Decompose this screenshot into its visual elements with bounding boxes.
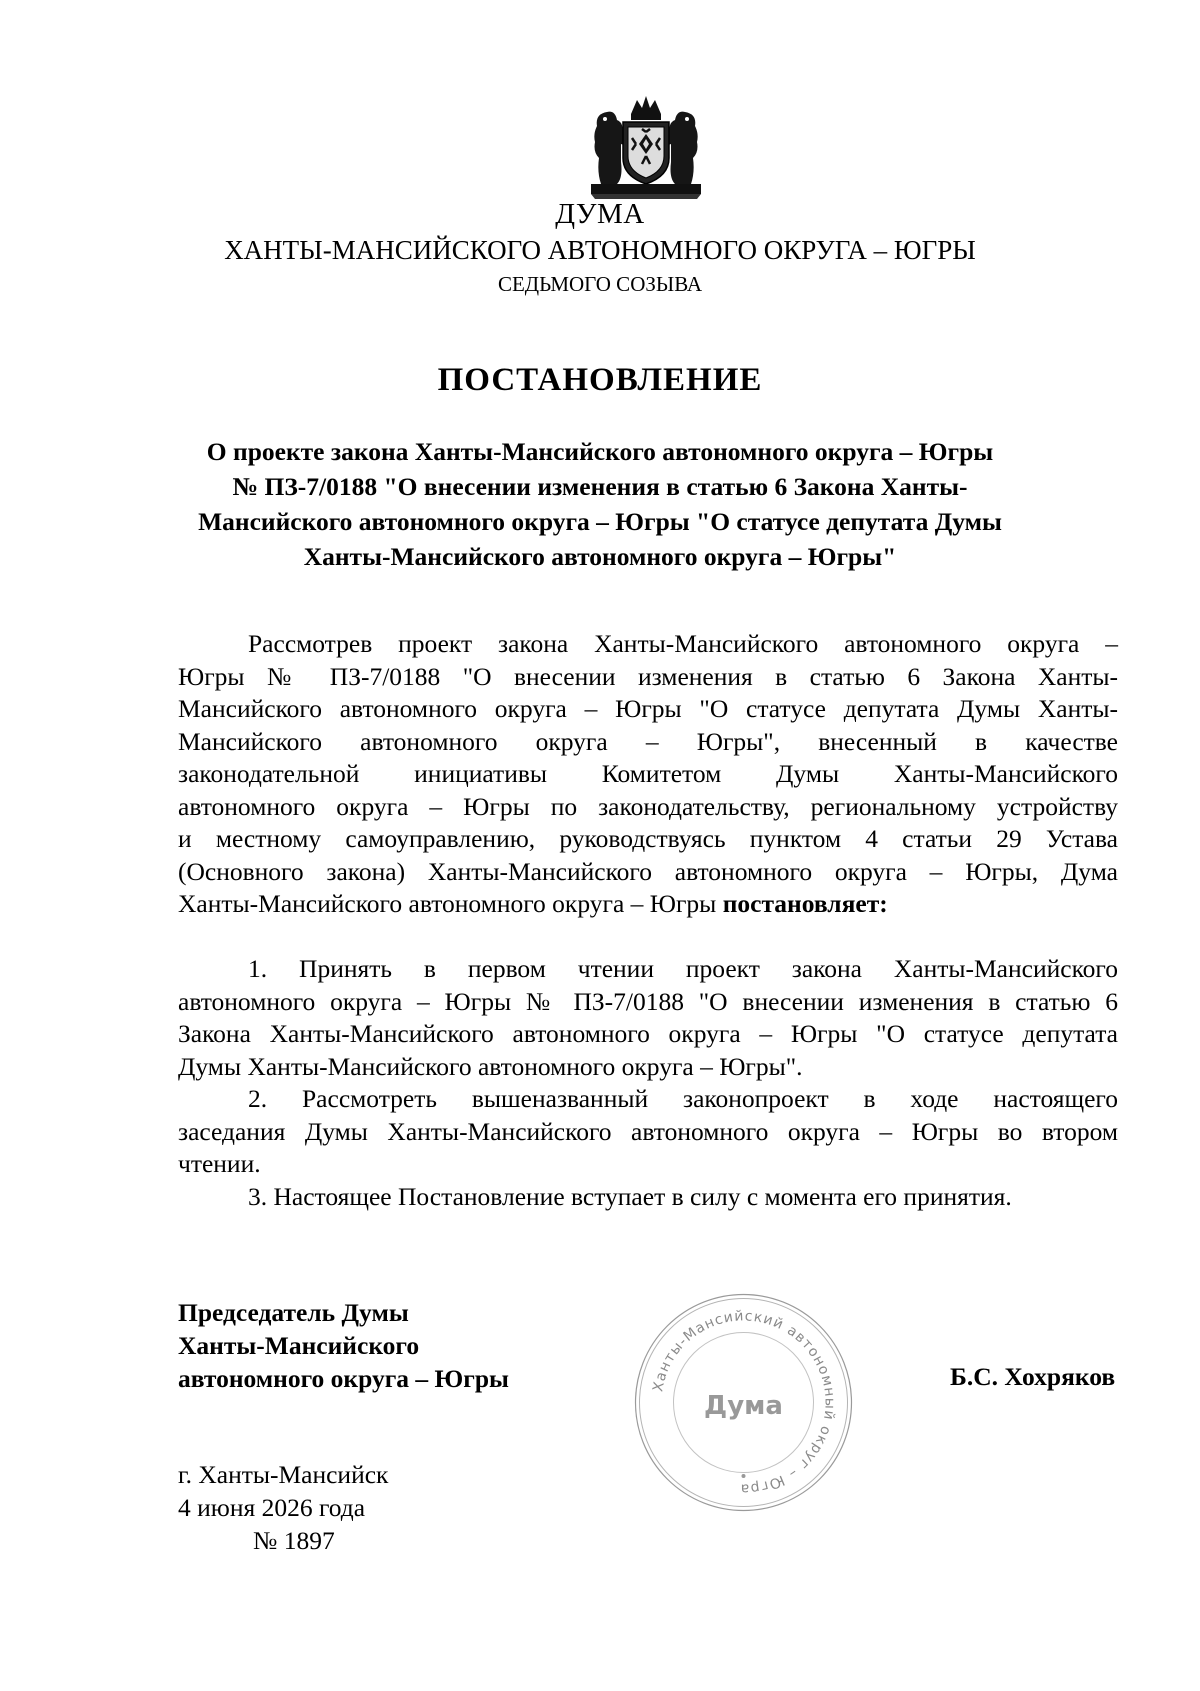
signer-title bbox=[178, 1296, 509, 1395]
resolves-word: постановляет: bbox=[722, 889, 888, 918]
item-3-line: 3. Настоящее Постановление вступает в силу с момента его принятия. bbox=[248, 1181, 1012, 1211]
document-type-title: ПОСТАНОВЛЕНИЕ bbox=[437, 362, 763, 398]
signer-title-line: автономного округа – Югры bbox=[178, 1364, 509, 1393]
preamble-line: Мансийского автономного округа – Югры "О статусе депутата Думы Ханты- bbox=[178, 694, 1118, 723]
official-seal bbox=[631, 1290, 856, 1515]
subject-line: Ханты-Мансийского автономного округа – Югры" bbox=[303, 542, 897, 571]
subject-line: № ПЗ-7/0188 "О внесении изменения в статью 6 Закона Ханты- bbox=[232, 472, 968, 501]
org-convocation: СЕДЬМОГО СОЗЫВА bbox=[497, 272, 703, 296]
signer-title-line: Председатель Думы bbox=[178, 1298, 409, 1327]
preamble-line: Мансийского автономного округа – Югры", внесенный в качестве bbox=[178, 726, 1118, 756]
khmao-coat-of-arms-icon bbox=[587, 92, 705, 200]
org-name-duma: ДУМА bbox=[555, 198, 645, 230]
item-1-line: Думы Ханты-Мансийского автономного округа – Югры". bbox=[178, 1051, 803, 1081]
preamble-line-final bbox=[178, 888, 1118, 921]
preamble-line: Ханты-Мансийского автономного округа – Югры bbox=[178, 889, 717, 918]
item-1-line: автономного округа – Югры № ПЗ-7/0188 "О внесении изменения в статью 6 bbox=[178, 986, 1118, 1016]
org-name-region: ХАНТЫ-МАНСИЙСКОГО АВТОНОМНОГО ОКРУГА – ЮГРЫ bbox=[224, 235, 976, 265]
signer-title-line: Ханты-Мансийского bbox=[178, 1331, 420, 1360]
preamble-line: Югры № ПЗ-7/0188 "О внесении изменения в статью 6 Закона Ханты- bbox=[178, 661, 1118, 691]
item-2-line: заседания Думы Ханты-Мансийского автономного округа – Югры во втором bbox=[178, 1116, 1118, 1146]
document-subject bbox=[180, 434, 1020, 574]
resolution-items bbox=[178, 953, 1118, 1213]
subject-line: Мансийского автономного округа – Югры "О статусе депутата Думы bbox=[198, 507, 1002, 536]
seal-ring-text: Ханты-Мансийский автономный округ – Югра bbox=[650, 1308, 838, 1497]
seal-center-text: Дума bbox=[704, 1391, 783, 1421]
preamble-line: автономного округа – Югры по законодательству, региональному устройству bbox=[178, 791, 1118, 821]
document-date: 4 июня 2026 года bbox=[178, 1493, 366, 1522]
preamble-line: Рассмотрев проект закона Ханты-Мансийского автономного округа – bbox=[248, 629, 1118, 658]
document-place-date bbox=[178, 1458, 388, 1557]
item-1-line: Закона Ханты-Мансийского автономного округа – Югры "О статусе депутата bbox=[178, 1019, 1118, 1048]
preamble-line: и местному самоуправлению, руководствуясь пунктом 4 статьи 29 Устава bbox=[178, 824, 1118, 853]
document-number: № 1897 bbox=[253, 1526, 335, 1555]
subject-line: О проекте закона Ханты-Мансийского автономного округа – Югры bbox=[206, 437, 994, 466]
preamble-line: законодательной инициативы Комитетом Думы Ханты-Мансийского bbox=[178, 759, 1118, 788]
preamble-paragraph bbox=[178, 628, 1118, 921]
item-2-line: чтении. bbox=[178, 1149, 261, 1178]
item-1-line: 1. Принять в первом чтении проект закона Ханты-Мансийского bbox=[248, 954, 1118, 983]
signer-name: Б.С. Хохряков bbox=[950, 1362, 1116, 1391]
document-city: г. Ханты-Мансийск bbox=[178, 1460, 389, 1489]
preamble-line: (Основного закона) Ханты-Мансийского автономного округа – Югры, Дума bbox=[178, 856, 1118, 886]
item-2-line: 2. Рассмотреть вышеназванный законопроект в ходе настоящего bbox=[248, 1084, 1118, 1113]
